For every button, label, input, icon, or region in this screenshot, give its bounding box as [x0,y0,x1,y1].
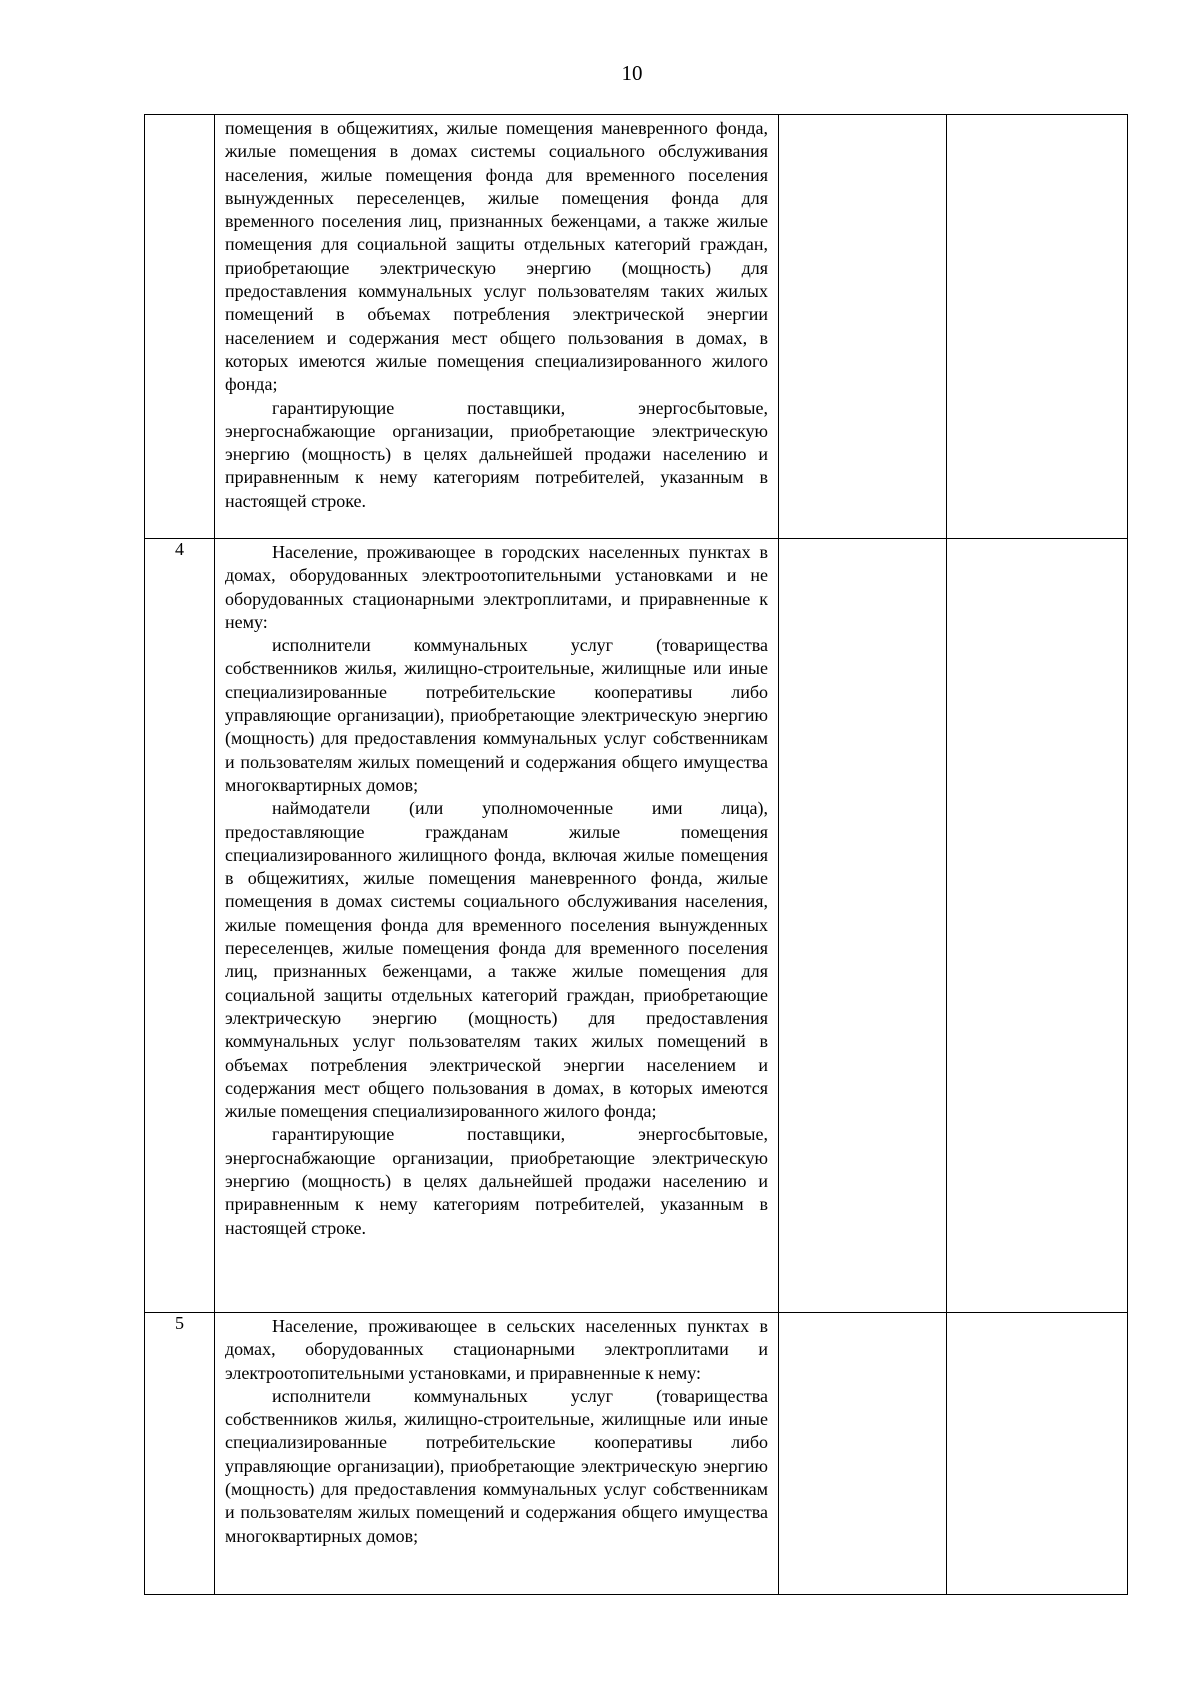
table-row [145,1313,1128,1595]
consumer-description-cell [215,115,779,539]
empty-cell [947,115,1128,539]
paragraph: Население, проживающее в городских населенных пунктах в домах, оборудованных электроотопительными установками и не оборудованных стационарными электроплитами, и приравненные к нему: [225,542,768,632]
paragraph: наймодатели (или уполномоченные ими лица), предоставляющие гражданам жилые помещения специализированного жилищного фонда, включая жилые помещения в общежитиях, жилые помещения маневренного фонда, жилые помещения в домах системы социального обслуживания населения, жилые помещения фонда для временного поселения вынужденных переселенцев, жилые помещения фонда для временного поселения лиц, признанных беженцами, а также жилые помещения для социальной защиты отдельных категорий граждан, приобретающие электрическую энергию (мощность) для предоставления коммунальных услуг пользователям таких жилых помещений в объемах потребления электрической энергии населением и содержания мест общего пользования в домах, в которых имеются жилые помещения специализированного жилого фонда; [225,798,768,1122]
paragraph: помещения в общежитиях, жилые помещения маневренного фонда, жилые помещения в домах системы социального обслуживания населения, жилые помещения фонда для временного поселения вынужденных переселенцев, жилые помещения фонда для временного поселения лиц, признанных беженцами, а также жилые помещения для социальной защиты отдельных категорий граждан, приобретающие электрическую энергию (мощность) для предоставления коммунальных услуг пользователям таких жилых помещений в объемах потребления электрической энергии населением и содержания мест общего пользования в домах, в которых имеются жилые помещения специализированного жилого фонда; [225,118,768,395]
paragraph: исполнители коммунальных услуг (товарищества собственников жилья, жилищно-строительные, жилищные или иные специализированные потребительские кооперативы либо управляющие организации), приобретающие электрическую энергию (мощность) для предоставления коммунальных услуг собственникам и пользователям жилых помещений и содержания общего имущества многоквартирных домов; [225,635,768,795]
empty-cell [779,115,947,539]
consumer-description-cell [215,1313,779,1595]
paragraph: Население, проживающее в сельских населенных пунктах в домах, оборудованных стационарными электроплитами и электроотопительными установками, и приравненные к нему: [225,1316,768,1383]
empty-cell [779,1313,947,1595]
empty-cell [947,539,1128,1313]
row-number-cell: 5 [145,1313,215,1595]
table-row [145,115,1128,539]
paragraph: гарантирующие поставщики, энергосбытовые, энергоснабжающие организации, приобретающие электрическую энергию (мощность) в целях дальнейшей продажи населению и приравненным к нему категориям потребителей, указанным в настоящей строке. [225,1124,768,1238]
table-row [145,539,1128,1313]
paragraph: исполнители коммунальных услуг (товарищества собственников жилья, жилищно-строительные, жилищные или иные специализированные потребительские кооперативы либо управляющие организации), приобретающие электрическую энергию (мощность) для предоставления коммунальных услуг собственникам и пользователям жилых помещений и содержания общего имущества многоквартирных домов; [225,1385,768,1546]
consumer-description-cell [215,539,779,1313]
paragraph: гарантирующие поставщики, энергосбытовые, энергоснабжающие организации, приобретающие электрическую энергию (мощность) в целях дальнейшей продажи населению и приравненным к нему категориям потребителей, указанным в настоящей строке. [225,397,768,511]
tariff-table [144,114,1128,1595]
page-number: 10 [621,61,643,85]
empty-cell [779,539,947,1313]
row-number-cell [145,115,215,539]
empty-cell [947,1313,1128,1595]
row-number-cell: 4 [145,539,215,1313]
